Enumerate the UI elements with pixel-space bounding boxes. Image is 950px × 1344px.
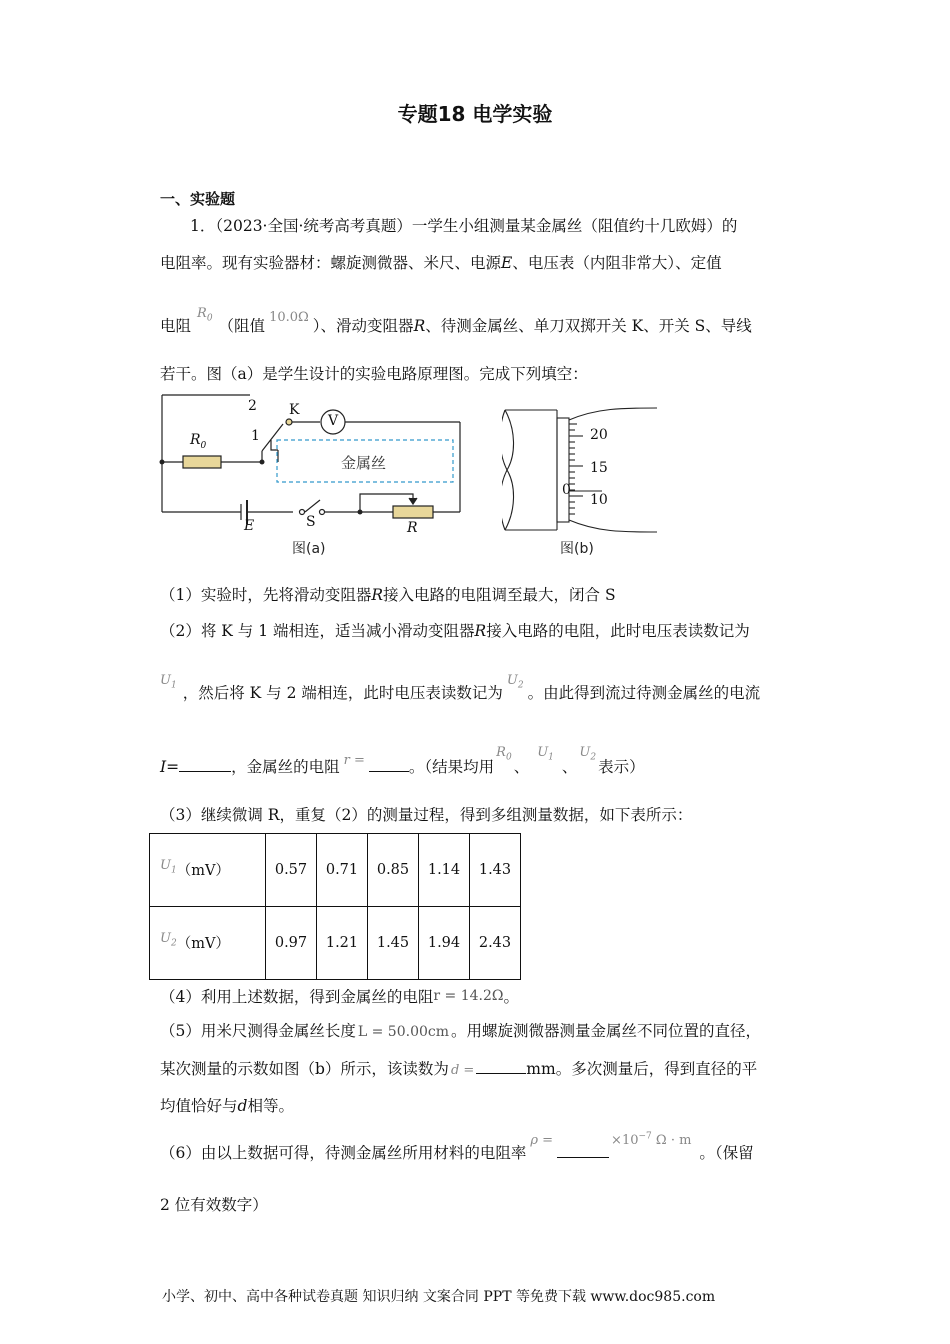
table-cell: 1.94 xyxy=(419,907,470,980)
step-5-line-3: 均值恰好与d相等。 xyxy=(160,1097,294,1115)
micrometer-tick-10: 10 xyxy=(590,492,608,508)
table-cell: 0.71 xyxy=(317,834,368,907)
label-R0: $R_0$ xyxy=(190,432,207,451)
micrometer-tick-20: 20 xyxy=(590,427,608,443)
table-header-u1: $U_1(mV)$ xyxy=(150,834,266,907)
step-5-line-2: 某次测量的示数如图（b）所示，该读数为 d = mm。多次测量后，得到直径的平 xyxy=(160,1057,757,1079)
table-cell: 1.45 xyxy=(368,907,419,980)
page-title: 专题18 电学实验 xyxy=(397,102,553,126)
section-heading: 一、实验题 xyxy=(160,190,236,208)
step-1: （1）实验时，先将滑动变阻器R接入电路的电阻调至最大，闭合 S xyxy=(160,586,616,604)
step-6-line-1: （6）由以上数据可得，待测金属丝所用材料的电阻率$^{\rho =}$ $^{\times 10^{-7} \Omega \cdot m}$。（保留 xyxy=(160,1131,754,1162)
q1-line-3: 电阻$^{R_0}$ （阻值 $^{10.0\Omega}$ ）、滑动变阻器R、待测金属丝、单刀双掷开关 K、开关 S、导线 xyxy=(160,306,752,335)
figure-b-caption: 图(b) xyxy=(560,541,594,557)
label-wire: 金属丝 xyxy=(341,454,387,472)
q1-line-1: 1．（2023·全国·统考高考真题）一学生小组测量某金属丝（阻值约十几欧姆）的 xyxy=(190,217,738,235)
table-cell: 1.14 xyxy=(419,834,470,907)
label-E: E xyxy=(244,518,255,534)
micrometer-tick-0: 0 xyxy=(562,482,571,498)
step-2-line-1: （2）将 K 与 1 端相连，适当减小滑动变阻器R接入电路的电阻，此时电压表读数记为 xyxy=(160,622,750,640)
table-row xyxy=(150,907,521,980)
table-row xyxy=(150,834,521,907)
data-table xyxy=(149,833,521,980)
step-2-line-3: I= ，金属丝的电阻 $^{r =}$ 。（结果均用$^{R_0}$、$^{U_1}$、$^{U_2}$表示） xyxy=(160,745,645,776)
label-R: R xyxy=(407,520,418,536)
label-2: 2 xyxy=(248,398,257,414)
table-cell: 0.85 xyxy=(368,834,419,907)
step-6-line-2: 2 位有效数字） xyxy=(160,1196,268,1214)
label-S: S xyxy=(306,514,316,530)
q1-line-4: 若干。图（a）是学生设计的实验电路原理图。完成下列填空： xyxy=(160,365,588,383)
micrometer-diagram xyxy=(502,400,662,535)
circuit-diagram xyxy=(155,390,465,560)
table-cell: 1.43 xyxy=(470,834,521,907)
table-cell: 0.57 xyxy=(266,834,317,907)
label-K: K xyxy=(289,402,300,418)
step-5-line-1: （5）用米尺测得金属丝长度 L = 50.00cm 。用螺旋测微器测量金属丝不同位置的直径， xyxy=(160,1022,762,1040)
table-cell: 1.21 xyxy=(317,907,368,980)
micrometer-tick-15: 15 xyxy=(590,460,608,476)
table-cell: 0.97 xyxy=(266,907,317,980)
step-2-line-2: $^{U_1}$ ，然后将 K 与 2 端相连，此时电压表读数记为$^{U_2}$ 。由此得到流过待测金属丝的电流 xyxy=(160,673,761,702)
q1-line-2: 电阻率。现有实验器材：螺旋测微器、米尺、电源E、电压表（内阻非常大）、定值 xyxy=(160,254,722,272)
table-cell: 2.43 xyxy=(470,907,521,980)
table-header-u2: $U_2(mV)$ xyxy=(150,907,266,980)
label-V: V xyxy=(328,413,339,429)
step-4: （4）利用上述数据，得到金属丝的电阻r = 14.2Ω。 xyxy=(160,988,519,1006)
page-footer: 小学、初中、高中各种试卷真题 知识归纳 文案合同 PPT 等免费下载 www.doc985.com xyxy=(162,1289,716,1305)
figure-a-caption: 图(a) xyxy=(292,541,326,557)
label-1: 1 xyxy=(251,428,260,444)
step-3: （3）继续微调 R，重复（2）的测量过程，得到多组测量数据，如下表所示： xyxy=(160,806,693,824)
